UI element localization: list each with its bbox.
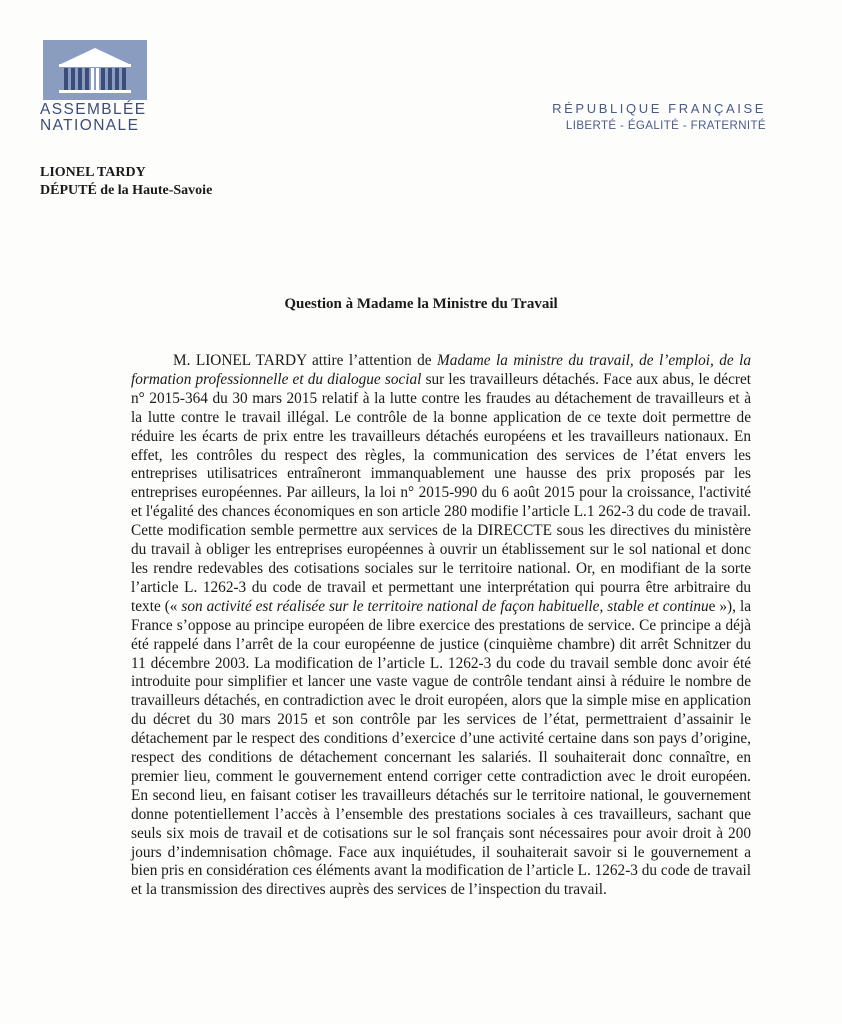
question-paragraph — [131, 352, 751, 900]
body-segment-4: son activité est réalisée sur le territoire national de façon habituelle, stable et continu — [177, 597, 709, 615]
author-name: LIONEL TARDY — [40, 165, 146, 180]
republique-motto: LIBERTÉ - ÉGALITÉ - FRATERNITÉ — [565, 120, 766, 132]
logo-line-2: NATIONALE — [40, 117, 140, 134]
question-body — [131, 352, 751, 900]
republique-title: RÉPUBLIQUE FRANÇAISE — [552, 101, 766, 116]
republique-header — [552, 100, 766, 134]
page-title: Question à Madame la Ministre du Travail — [284, 296, 558, 312]
author-role: DÉPUTÉ de la Haute-Savoie — [40, 183, 213, 198]
body-segment-3: sur les travailleurs détachés. Face aux abus, le décret n° 2015-364 du 30 mars 2015 relatif à la lutte contre les fraudes au détachement de travailleurs et à la lutte contre le travail illégal. Le contrôle de la bonne application de ce texte doit permettre de réduire les écarts de prix entre les travailleurs détachés européens et les travailleurs nationaux. En effet, les contrôles du respect des règles, la communication des services de l’état envers les entreprises utilisatrices entraîneront immanquablement une hausse des prix proposés par les entreprises européennes. Par ailleurs, la loi n° 2015-990 du 6 août 2015 pour la croissance, l'activité et l'égalité des chances économiques en son article 280 modifie l’article L.1 262-3 du code de travail. Cette modification semble permettre aux services de la DIRECCTE sous les directives du ministère du travail à obliger les entreprises européennes à ouvrir un établissement sur le sol national et donc les rendre redevables des cotisations sociales sur le territoire national. Or, en modifiant de la sorte l’article L. 1262-3 du code de travail et permettant une interprétation qui pourra être arbitraire du texte (« — [131, 370, 751, 615]
body-segment-2: Madame la ministre du travail, de l’emploi, de la formation professionnelle et du dialogue social — [131, 352, 752, 388]
palais-bourbon-icon — [43, 40, 147, 100]
logo-line-1: ASSEMBLÉE — [40, 101, 147, 118]
author-block — [40, 164, 212, 200]
body-segment-1: M. LIONEL TARDY attire l’attention de — [173, 352, 438, 369]
body-segment-5: e »), la France s’oppose au principe européen de libre exercice des prestations de service. Ce principe a déjà été rappelé dans l’arrêt de la cour européenne de justice (cinquième chambre) dit arrêt Schnitzer du 11 décembre 2003. La modification de l’article L. 1262-3 du code du travail semble donc avoir été introduite pour simplifier et lancer une vaste vague de contrôle tendant ainsi à réduire le nombre de travailleurs détachés, en contradiction avec le droit européen, alors que la simple mise en application du décret du 30 mars 2015 et son contrôle par les services de l’état, permettraient d’assainir le détachement par le respect des conditions d’exercice d’une activité certaine dans son pays d’origine, respect des conditions de détachement concernant les salariés. Il souhaiterait donc connaître, en premier lieu, comment le gouvernement entend corriger cette contradiction avec le droit européen. En second lieu, en faisant cotiser les travailleurs détachés sur le territoire national, le gouvernement donne potentiellement l’accès à l’ensemble des prestations sociales à ces travailleurs, sachant que seuls six mois de travail et de cotisations sur le sol français sont nécessaires pour avoir droit à 200 jours d’indemnisation chômage. Face aux inquiétudes, il souhaiterait savoir si le gouvernement a bien pris en considération ces éléments avant la modification de l’article L. 1262-3 du code de travail et la transmission des directives auprès des services de l’inspection du travail. — [131, 597, 751, 899]
